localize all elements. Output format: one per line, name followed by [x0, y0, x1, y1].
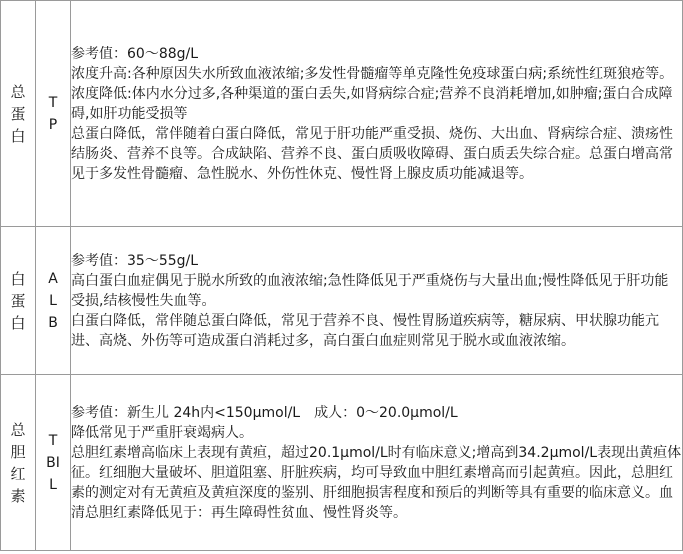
item-name-char: 白: [10, 313, 26, 332]
description-paragraph: 白蛋白降低，常伴随总蛋白降低，常见于营养不良、慢性胃肠道疾病等，糖尿病、甲状腺功能亢进、高烧、外伤等可造成蛋白消耗过多，高白蛋白血症则常见于脱水或血液浓缩。: [71, 312, 659, 349]
description-paragraph: 高白蛋白血症偶见于脱水所致的血液浓缩;急性降低见于严重烧伤与大量出血;慢性降低见于肝功能受损,结核慢性失血等。: [71, 272, 669, 309]
item-name-char: 总: [10, 82, 26, 101]
item-abbr-char: T: [48, 432, 58, 449]
reference-value: 参考值：60～88g/L: [71, 45, 199, 62]
description-paragraph: 浓度升高:各种原因失水所致血液浓缩;多发性骨髓瘤等单克隆性免疫球蛋白病;系统性红斑狼疮等。: [71, 65, 674, 82]
item-name-char: 素: [10, 486, 26, 505]
item-abbr-cell: [36, 1, 71, 227]
item-name-char: 红: [10, 464, 26, 483]
item-name-cell: [1, 375, 36, 551]
item-abbr-char: L: [49, 476, 57, 493]
item-name-char: 白: [10, 126, 26, 145]
description-paragraph: 总蛋白降低，常伴随着白蛋白降低，常见于肝功能严重受损、烧伤、大出血、肾病综合症、溃疡性结肠炎、营养不良等。合成缺陷、营养不良、蛋白质吸收障碍、蛋白质丢失综合症。总蛋白增高常见于多发性骨髓瘤、急性脱水、外伤性休克、慢性肾上腺皮质功能减退等。: [71, 125, 673, 182]
item-abbr-cell: [36, 375, 71, 551]
item-name-char: 蛋: [10, 104, 26, 123]
table-row: [1, 375, 683, 551]
item-abbr-char: T: [48, 94, 58, 111]
item-description-cell: [71, 1, 683, 227]
item-abbr-char: P: [48, 116, 58, 133]
item-abbr-char: B: [48, 314, 58, 331]
item-abbr-char: A: [48, 270, 58, 287]
item-description-cell: [71, 375, 683, 551]
description-paragraph: 浓度降低:体内水分过多,各种渠道的蛋白丢失,如肾病综合症;营养不良消耗增加,如肿瘤;蛋白合成障碍,如肝功能受损等: [71, 85, 673, 122]
item-abbr-char: BI: [46, 454, 60, 471]
item-name-char: 总: [10, 420, 26, 439]
item-abbr-char: L: [49, 292, 57, 309]
item-name-cell: [1, 227, 36, 375]
table-row: [1, 227, 683, 375]
description-paragraph: 总胆红素增高临床上表现有黄疸，超过20.1μmol/L时有临床意义;增高到34.2μmol/L表现出黄疸体征。红细胞大量破坏、胆道阻塞、肝脏疾病，均可导致血中胆红素增高而引起黄疸。因此，总胆红素的测定对有无黄疸及黄疸深度的鉴别、肝细胞损害程度和预后的判断等具有重要的临床意义。血清总胆红素降低见于：再生障碍性贫血、慢性肾炎等。: [71, 444, 682, 521]
item-description-cell: [71, 227, 683, 375]
item-name-char: 白: [10, 269, 26, 288]
item-name-cell: [1, 1, 36, 227]
item-name-char: 蛋: [10, 291, 26, 310]
table-row: [1, 1, 683, 227]
item-name-char: 胆: [10, 442, 26, 461]
reference-value: 参考值：35～55g/L: [71, 252, 199, 269]
description-paragraph: 降低常见于严重肝衰竭病人。: [71, 424, 253, 441]
item-abbr-cell: [36, 227, 71, 375]
reference-value: 参考值：新生儿 24h内<150μmol/L 成人：0～20.0μmol/L: [71, 404, 458, 421]
